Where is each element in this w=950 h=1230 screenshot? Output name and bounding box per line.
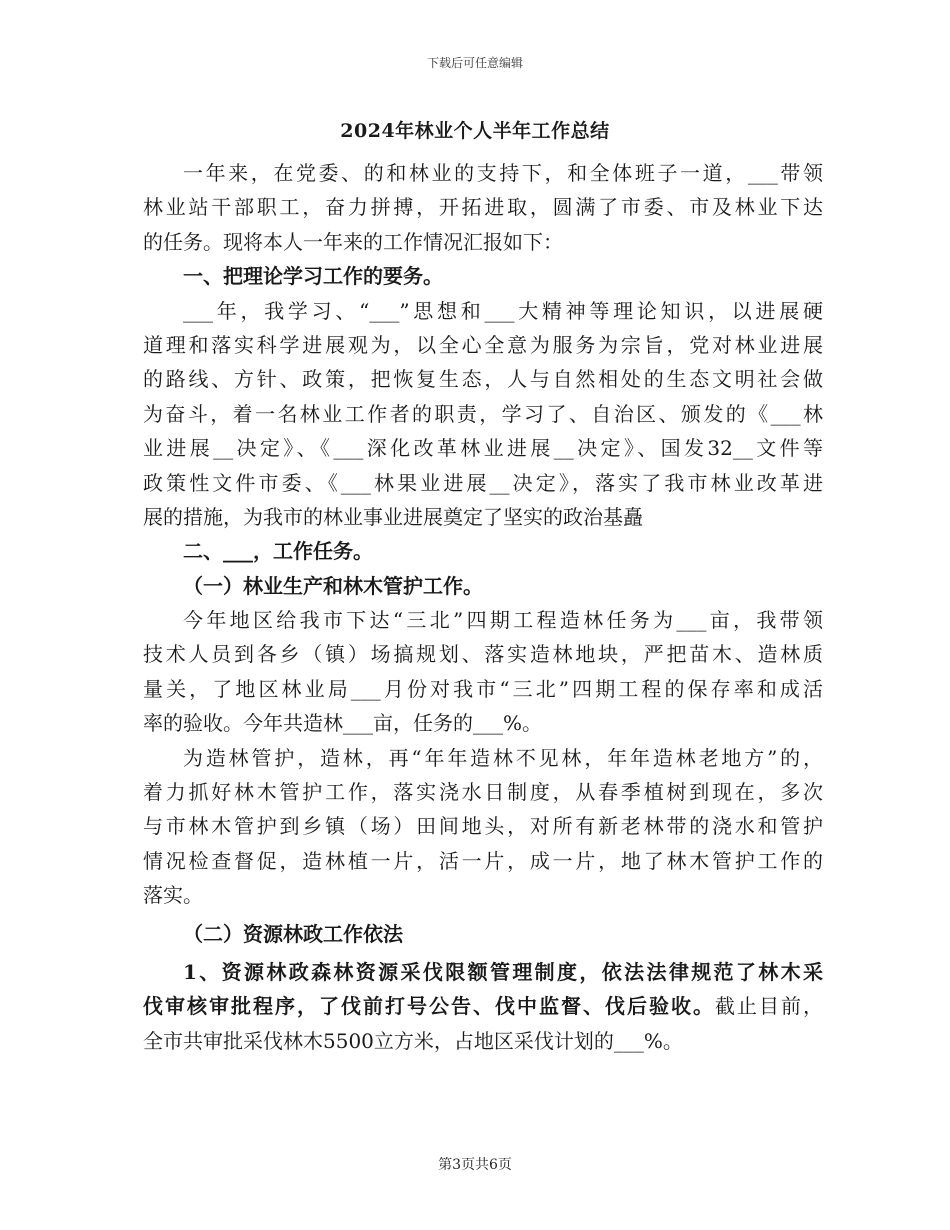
- text-line: 落实。: [143, 883, 203, 908]
- header-note: 下载后可任意编辑: [426, 56, 523, 70]
- text-line: 一、把理论学习工作的要务。: [183, 264, 443, 289]
- text-line: 的路线、方针、政策，把恢复生态，人与自然相处的生态文明社会做: [143, 367, 823, 392]
- text-line: 着力抓好林木管护工作，落实浇水日制度，从春季植树到现在，多次: [143, 780, 823, 805]
- text-line: （一）林业生产和林木管护工作。: [183, 573, 483, 598]
- text-line: 政策性文件市委、《___林果业进展__决定》，落实了我市林业改革进: [143, 470, 823, 495]
- text-line: 1、资源林政森林资源采伐限额管理制度，依法法律规范了林木采: [183, 959, 823, 984]
- text-line: [143, 989, 823, 1023]
- document-title: 2024年林业个人半年工作总结: [340, 120, 610, 142]
- text-line: 业进展__决定》、《___深化改革林业进展__决定》、国发32__文件等: [143, 436, 823, 461]
- text-line: 为奋斗，着一名林业工作者的职责，学习了、自治区、颁发的《___林: [143, 401, 823, 426]
- text-line: ___年，我学习、“___”思想和___大精神等理论知识，以进展硬: [183, 298, 823, 323]
- page-number: 第3页共6页: [438, 1157, 512, 1173]
- text-line: 量关，了地区林业局___月份对我市“三北”四期工程的保存率和成活: [143, 676, 823, 701]
- text-line: 技术人员到各乡（镇）场搞规划、落实造林地块，严把苗木、造林质: [143, 642, 823, 667]
- normal-text-span: 截止目前，: [715, 994, 823, 1019]
- text-line: 为造林管护，造林，再“年年造林不见林，年年造林老地方”的，: [183, 745, 823, 770]
- text-line: 林业站干部职工，奋力拼搏，开拓进取，圆满了市委、市及林业下达: [143, 195, 823, 220]
- text-line: 与市林木管护到乡镇（场）田间地头，对所有新老林带的浇水和管护: [143, 814, 823, 839]
- text-line: 的任务。现将本人一年来的工作情况汇报如下：: [143, 229, 563, 254]
- text-line: 二、___，工作任务。: [183, 539, 373, 564]
- text-line: 一年来，在党委、的和林业的支持下，和全体班子一道，___带领: [183, 161, 823, 185]
- document-body: [143, 156, 823, 1058]
- bold-text-span: 伐审核审批程序，了伐前打号公告、伐中监督、伐后验收。: [143, 994, 715, 1019]
- text-line: 道理和落实科学进展观为，以全心全意为服务为宗旨，党对林业进展: [143, 332, 823, 357]
- text-line: 今年地区给我市下达“三北”四期工程造林任务为___亩，我带领: [183, 608, 823, 633]
- text-line: （二）资源林政工作依法: [183, 921, 403, 946]
- text-line: 率的验收。今年共造林___亩，任务的___%。: [143, 711, 543, 736]
- text-line: 全市共审批采伐林木5500立方米，占地区采伐计划的___%。: [143, 1028, 683, 1053]
- text-line: 情况检查督促，造林植一片，活一片，成一片，地了林木管护工作的: [143, 848, 823, 873]
- text-line: 展的措施，为我市的林业事业进展奠定了坚实的政治基矗: [143, 504, 643, 529]
